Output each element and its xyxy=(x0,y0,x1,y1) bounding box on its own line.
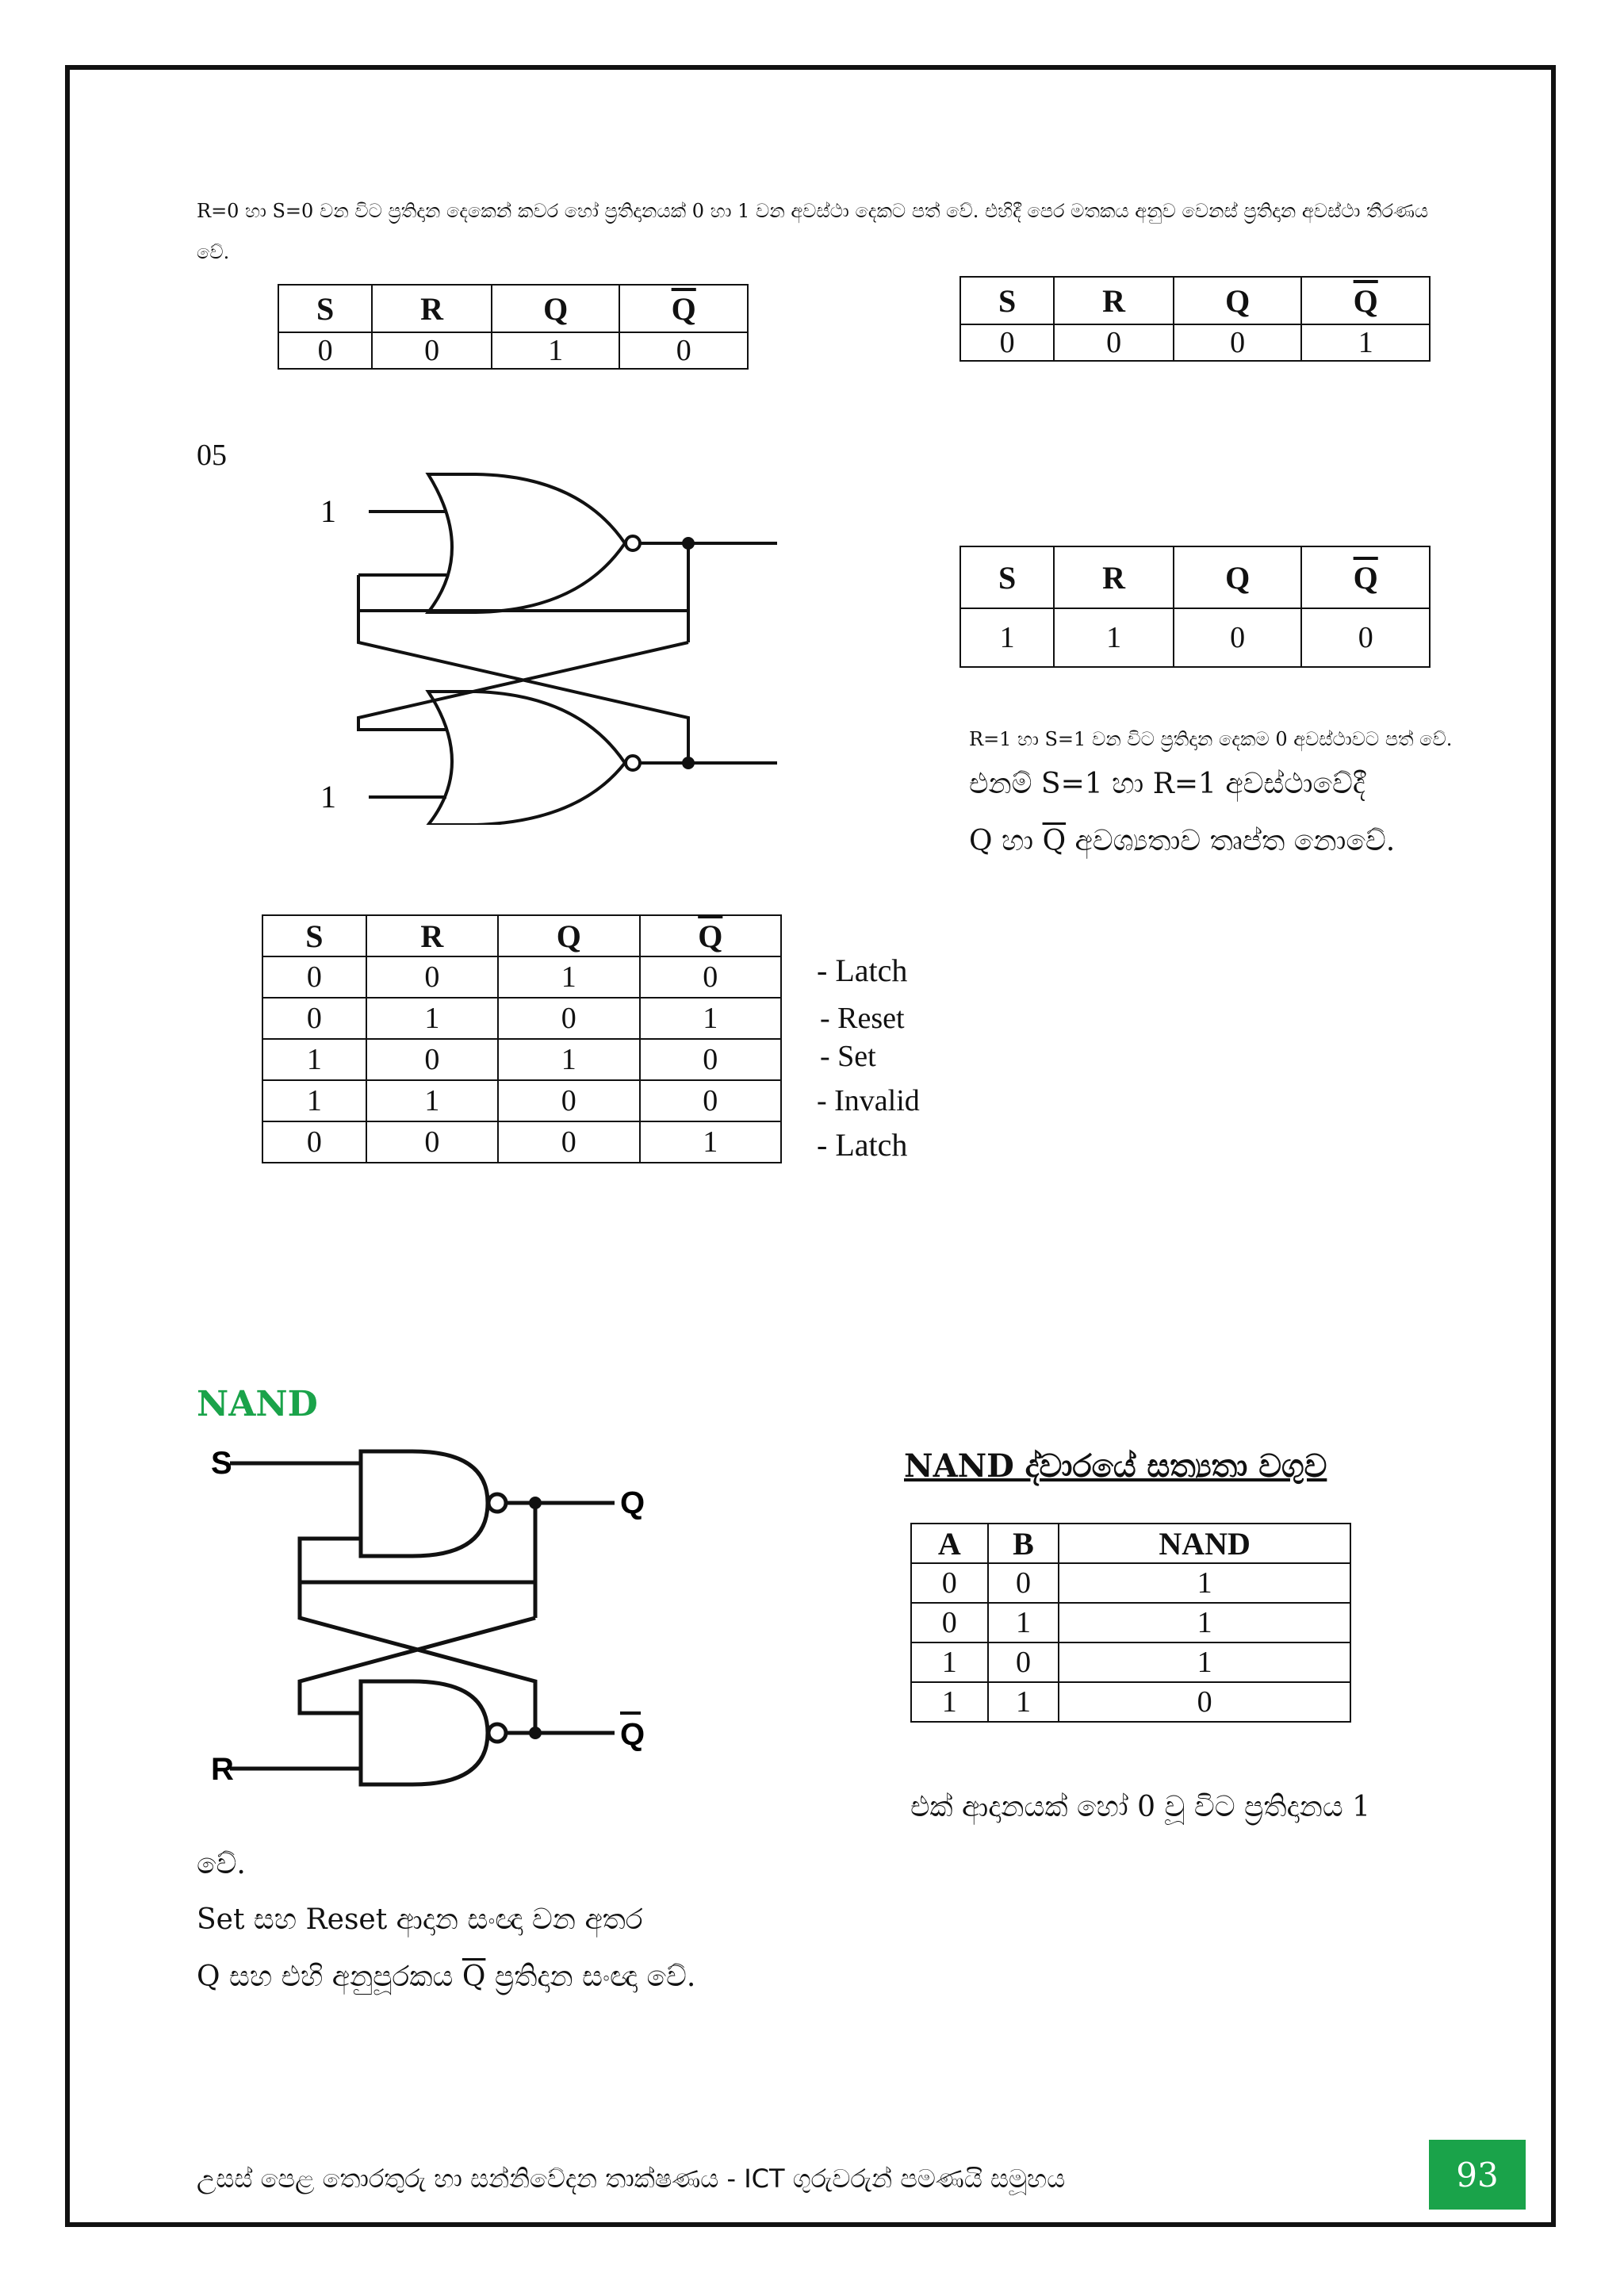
cell: 0 xyxy=(1174,324,1302,361)
cell: 1 xyxy=(988,1682,1059,1722)
header-q: Q xyxy=(498,915,639,956)
cell: 1 xyxy=(498,956,639,998)
cell: 0 xyxy=(498,1080,639,1121)
header-r: R xyxy=(1054,546,1174,608)
header-q: Q xyxy=(1174,546,1302,608)
cell: 1 xyxy=(262,1080,366,1121)
cell: 1 xyxy=(366,1080,498,1121)
cell: 1 xyxy=(1059,1603,1350,1642)
cell: 0 xyxy=(262,1121,366,1163)
header-s: S xyxy=(262,915,366,956)
note-line-2: එනම් S=1 හා R=1 අවස්ථාවේදී xyxy=(969,768,1365,800)
nand-table-title: NAND ද්වාරයේ සත්‍යතා වගුව xyxy=(904,1447,1327,1485)
note-text: Q හා xyxy=(969,825,1043,857)
nand-note-c: Set සහ Reset ආදාන සංඥා වන අතර xyxy=(197,1903,643,1936)
header-a: A xyxy=(911,1524,988,1563)
note-text: අවශ්‍යතාව තෘප්ත නොවේ. xyxy=(1066,825,1396,857)
cell: 0 xyxy=(372,332,492,369)
header-s: S xyxy=(960,277,1054,324)
nand-heading: NAND xyxy=(197,1384,318,1424)
cell: 1 xyxy=(960,608,1054,667)
header-q-bar: $\overline{Q}$ xyxy=(1301,546,1430,608)
nand-input-s: S xyxy=(211,1446,232,1481)
nand-note-b: වේ. xyxy=(197,1848,246,1880)
header-r: R xyxy=(366,915,498,956)
cell: 1 xyxy=(640,1121,781,1163)
nor-input-top: 1 xyxy=(320,493,336,529)
cell: 0 xyxy=(366,1039,498,1080)
header-s: S xyxy=(960,546,1054,608)
cell: 0 xyxy=(498,998,639,1039)
page-number: 93 xyxy=(1429,2140,1526,2210)
header-q: Q xyxy=(492,285,620,332)
cell: 1 xyxy=(262,1039,366,1080)
cell: 1 xyxy=(1059,1642,1350,1682)
cell: 0 xyxy=(1054,324,1174,361)
header-r: R xyxy=(1054,277,1174,324)
cell: 0 xyxy=(640,1080,781,1121)
cell: 0 xyxy=(1059,1682,1350,1722)
row-label-reset: - Reset xyxy=(820,1002,905,1035)
cell: 1 xyxy=(1054,608,1174,667)
header-nand: NAND xyxy=(1059,1524,1350,1563)
cell: 0 xyxy=(498,1121,639,1163)
row-label-invalid: - Invalid xyxy=(817,1084,920,1117)
note-line-3 xyxy=(969,825,1395,858)
note-text: ප්‍රතිදාන සංඥා වේ. xyxy=(485,1961,696,1993)
page-footer: උසස් පෙළ තොරතුරු හා සන්නිවේදන තාක්ෂණය - ICT ගුරුවරුන් පමණයි සමූහය xyxy=(197,2164,1066,2194)
nand-note-a: එක් ආදානයක් හෝ 0 වූ විට ප්‍රතිදානය 1 xyxy=(910,1791,1371,1823)
cell: 0 xyxy=(960,324,1054,361)
nand-gate-top xyxy=(361,1451,488,1556)
header-s: S xyxy=(278,285,372,332)
truth-table-a xyxy=(278,284,749,370)
nand-input-r: R xyxy=(211,1752,234,1787)
cell: 0 xyxy=(988,1563,1059,1603)
cell: 1 xyxy=(492,332,620,369)
cell: 0 xyxy=(1301,608,1430,667)
cell: 1 xyxy=(911,1682,988,1722)
cell: 1 xyxy=(911,1642,988,1682)
header-q: Q xyxy=(1174,277,1302,324)
cell: 0 xyxy=(262,998,366,1039)
nand-output-q-bar: Q xyxy=(620,1717,645,1752)
nor-gate-top xyxy=(428,474,625,612)
cell: 0 xyxy=(1174,608,1302,667)
cell: 0 xyxy=(366,1121,498,1163)
nand-output-q: Q xyxy=(620,1485,645,1520)
q-bar-symbol: $\overline{Q}$ xyxy=(1042,825,1067,857)
note-text: Q සහ එහි අනුපූරකය xyxy=(197,1961,462,1993)
header-q-bar: $\overline{Q}$ xyxy=(619,285,748,332)
cell: 0 xyxy=(911,1563,988,1603)
nand-truth-table xyxy=(910,1523,1351,1723)
cell: 0 xyxy=(262,956,366,998)
row-label-set: - Set xyxy=(820,1040,876,1073)
cell: 1 xyxy=(1059,1563,1350,1603)
sr-latch-truth-table xyxy=(262,914,782,1163)
cell: 0 xyxy=(619,332,748,369)
cell: 1 xyxy=(366,998,498,1039)
cell: 1 xyxy=(1301,324,1430,361)
cell: 1 xyxy=(988,1603,1059,1642)
cell: 0 xyxy=(911,1603,988,1642)
note-small: R=1 හා S=1 වන විට ප්‍රතිදාන දෙකම 0 අවස්ථාවට පත් වේ. xyxy=(969,728,1453,750)
nand-gate-bottom xyxy=(361,1681,488,1784)
cell: 1 xyxy=(498,1039,639,1080)
header-q-bar: $\overline{Q}$ xyxy=(1301,277,1430,324)
cell: 1 xyxy=(640,998,781,1039)
cell: 0 xyxy=(988,1642,1059,1682)
header-q-bar: $\overline{Q}$ xyxy=(640,915,781,956)
nor-latch-diagram xyxy=(301,460,793,825)
truth-table-c xyxy=(959,546,1431,668)
question-number: 05 xyxy=(197,439,227,472)
cell: 0 xyxy=(278,332,372,369)
cell: 0 xyxy=(640,1039,781,1080)
header-b: B xyxy=(988,1524,1059,1563)
cell: 0 xyxy=(640,956,781,998)
header-r: R xyxy=(372,285,492,332)
row-label-latch: - Latch xyxy=(817,953,908,988)
nor-gate-bottom xyxy=(428,692,625,825)
q-bar-symbol: $\overline{Q}$ xyxy=(462,1961,486,1993)
nand-latch-diagram xyxy=(206,1435,666,1792)
nor-input-bottom: 1 xyxy=(320,779,336,815)
intro-paragraph: R=0 හා S=0 වන විට ප්‍රතිදාන දෙකෙන් කවර හෝ ප්‍රතිදානයක් 0 හා 1 වන අවස්ථා දෙකට පත් වේ. එහිදී පෙර මතකය අනුව වෙනස් ප්‍රතිදාන අවස්ථා තීරණය වේ. xyxy=(197,200,1429,263)
cell: 0 xyxy=(366,956,498,998)
row-label-latch-2: - Latch xyxy=(817,1127,908,1163)
truth-table-b xyxy=(959,276,1431,362)
nand-note-d xyxy=(197,1961,695,1994)
